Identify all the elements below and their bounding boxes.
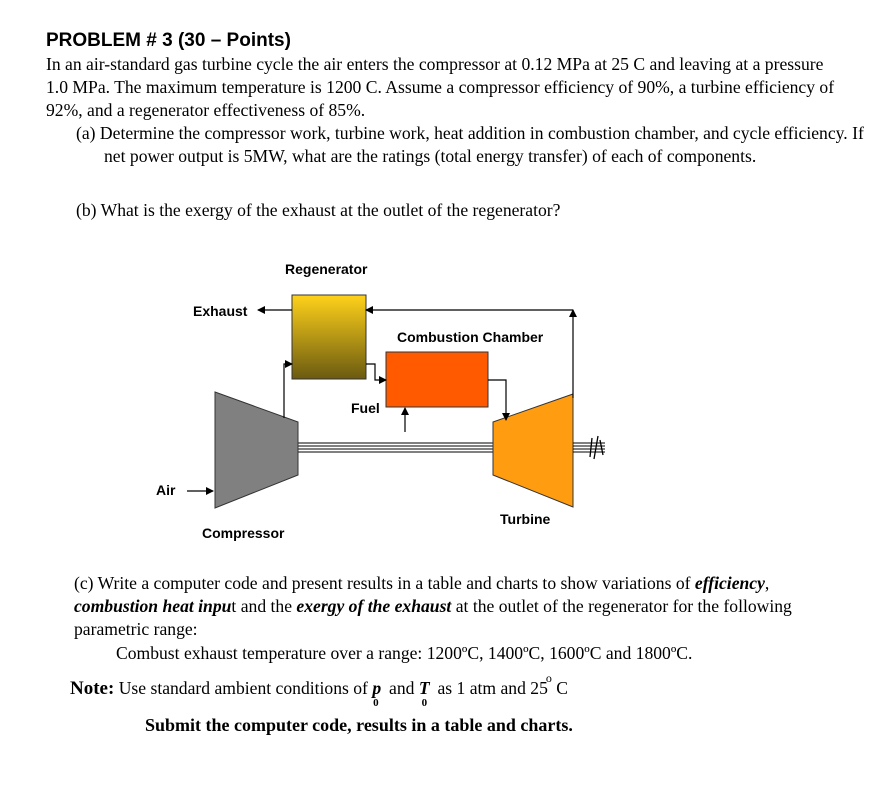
compressor-to-regen-arrow [284, 364, 292, 418]
air-label: Air [156, 482, 176, 498]
combustion-chamber-box [386, 352, 488, 407]
turbine-shape [493, 394, 573, 507]
submit-instruction: Submit the computer code, results in a table and charts. [145, 715, 573, 735]
note-label: Note: [70, 678, 115, 699]
problem-title: PROBLEM # 3 (30 – Points) [46, 30, 291, 51]
exhaust-label: Exhaust [193, 303, 248, 319]
part-a-text: (a) Determine the compressor work, turbine work, heat addition in combustion chamber, and cycle efficiency. If net power output is 5MW, what are the ratings (total energy transfer) of each of components. [76, 123, 864, 166]
part-c-suffix: at the outlet of the regenerator for the following parametric range: [74, 596, 792, 639]
part-c-heat-input: combustion heat inpu [74, 596, 232, 616]
part-c-exergy: exergy of the exhaust [296, 596, 452, 616]
note-and: and [384, 678, 419, 698]
gas-turbine-diagram [0, 250, 892, 550]
note-text-2: as 1 atm and 25 [433, 678, 548, 698]
compressor-shape [215, 392, 298, 508]
note-degree: o [545, 671, 552, 685]
note-p-symbol: p [372, 678, 382, 698]
part-c-text [74, 572, 814, 641]
note-text-1: Use standard ambient conditions of [114, 678, 373, 698]
problem-intro: In an air-standard gas turbine cycle the air enters the compressor at 0.12 MPa at 25 C and leaving at a pressure 1.0 MPa. The maximum temperature is 1200 C. Assume a compressor efficiency of 90%, a turbine efficiency of 92%, and a regenerator effectiveness of 85%. [46, 54, 835, 120]
combustion-chamber-label: Combustion Chamber [397, 329, 544, 345]
fuel-label: Fuel [351, 400, 380, 416]
turbine-label: Turbine [500, 511, 551, 527]
note-t-subscript: 0 [421, 697, 428, 709]
note-t-symbol: T [418, 678, 430, 698]
regenerator-box [292, 295, 366, 379]
combustor-to-turbine-arrow [488, 380, 506, 420]
generator-symbol [573, 436, 605, 459]
part-c-range: Combust exhaust temperature over a range: 1200ºC, 1400ºC, 1600ºC and 1800ºC. [116, 643, 693, 663]
note-p-subscript: 0 [373, 697, 379, 709]
part-c-prefix: (c) Write a computer code and present results in a table and charts to show variations of [74, 573, 691, 593]
note [70, 671, 569, 709]
part-c-sep: , [764, 573, 770, 593]
note-unit: C [551, 678, 569, 698]
part-c-efficiency: efficiency [694, 573, 765, 593]
part-c-heat-input-tail: t [231, 596, 237, 616]
regenerator-label: Regenerator [285, 261, 368, 277]
part-b-text: (b) What is the exergy of the exhaust at the outlet of the regenerator? [76, 200, 561, 220]
shaft [298, 443, 497, 452]
part-c-and: and the [236, 596, 297, 616]
compressor-label: Compressor [202, 525, 285, 541]
regen-to-combustor-arrow [366, 364, 386, 380]
